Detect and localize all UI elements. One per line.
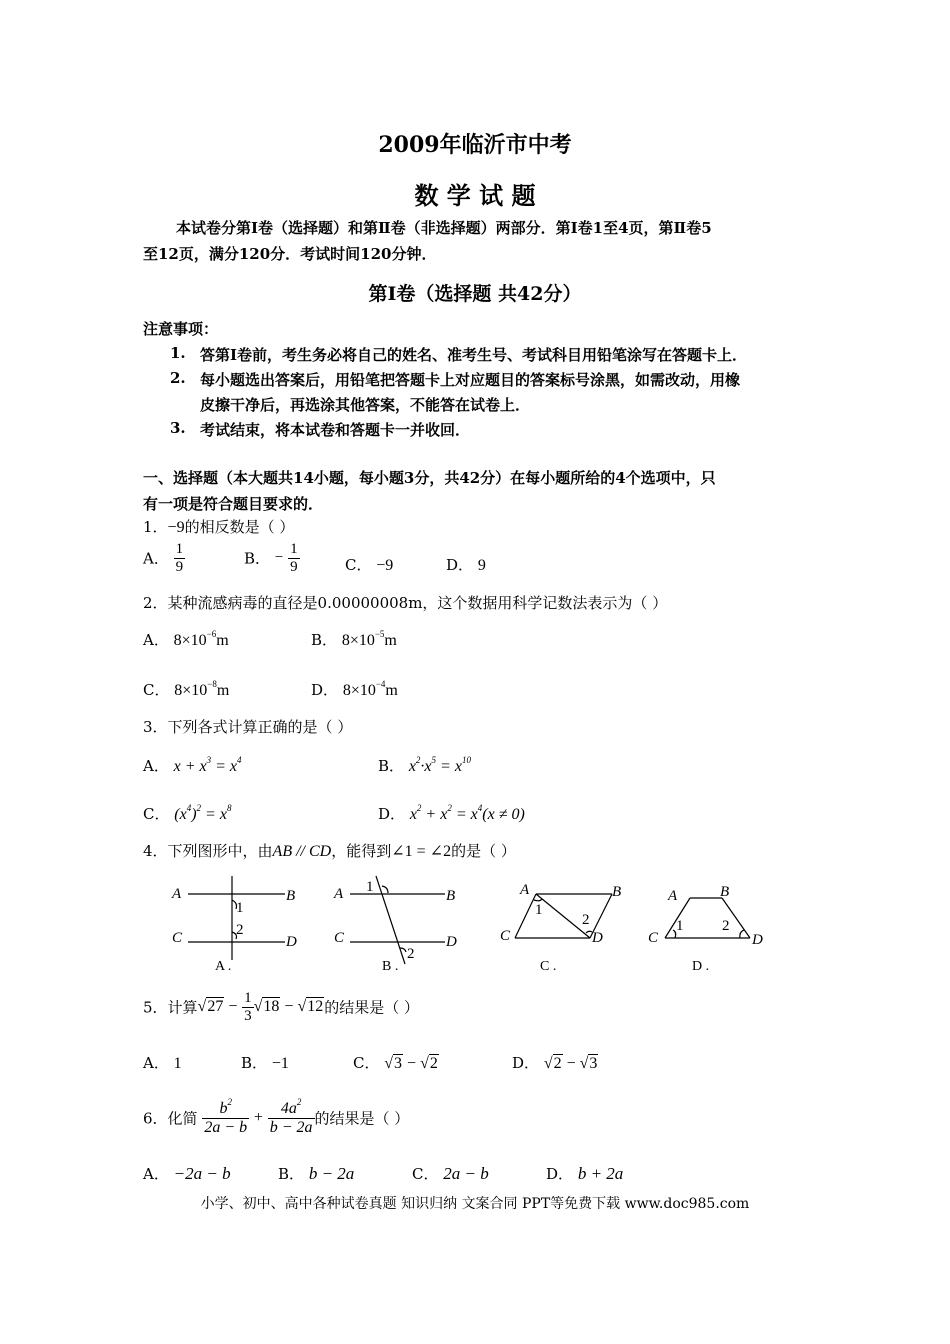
q1-option-a: A． $\frac{1}{9}$	[143, 541, 184, 575]
fig-c-angle-2: 2	[582, 912, 590, 928]
q5-option-b: B． −1	[241, 1054, 289, 1072]
q5-option-d: D． √2 − √3	[512, 1054, 598, 1072]
part1-heading-2: 有一项是符合题目要求的．	[143, 495, 324, 513]
intro-line-2: 至12页，满分120分．考试时间120分钟．	[143, 245, 437, 263]
q6-option-d: D． b + 2a	[546, 1164, 624, 1183]
q1-option-b: B． − $\frac{1}{9}$	[244, 541, 298, 575]
fig-c-caption: C .	[540, 959, 557, 974]
q6-stem: 6．化简 $\frac{b^2}{2a - b}$ + $\frac{4a^2}{b - 2a}$ 的结果是（ ）	[143, 1097, 410, 1136]
q2-stem: 2．某种流感病毒的直径是0.00000008m，这个数据用科学记数法表示为（ ）	[143, 594, 668, 612]
fig-d-caption: D .	[692, 959, 710, 974]
fig-c-label-a: A	[520, 882, 530, 898]
figure-a	[188, 876, 285, 960]
notes-heading: 注意事项：	[143, 320, 219, 338]
fig-d-angle-1: 1	[676, 918, 684, 934]
fig-b-label-d: D	[446, 934, 457, 950]
section-title: 第Ⅰ卷（选择题 共42分）	[368, 283, 582, 305]
note-2-text: 每小题选出答案后，用铅笔把答题卡上对应题目的答案标号涂黑，如需改动，用橡	[200, 371, 741, 389]
fig-a-angle-1: 1	[236, 900, 244, 916]
fig-a-label-a: A	[172, 886, 182, 902]
note-3-text: 考试结束，将本试卷和答题卡一并收回．	[200, 421, 471, 439]
exam-title: 2009年临沂市中考	[378, 132, 572, 158]
fig-c-angle-1: 1	[535, 902, 543, 918]
fig-c-label-d: D	[592, 930, 603, 946]
fig-a-label-c: C	[172, 930, 183, 946]
q2-option-a: A． $8\times 10^{-6}m$	[143, 629, 229, 649]
q2-option-d: D． $8\times 10^{-4}m$	[311, 679, 398, 699]
fig-b-label-c: C	[334, 930, 345, 946]
q2-option-c: C． $8\times 10^{-8}m$	[143, 679, 230, 699]
fig-b-caption: B .	[382, 959, 399, 974]
q5-stem: 5．计算√27 − $\frac{1}{3}$ √18 − √12的结果是（ ）	[143, 990, 420, 1024]
q1-option-c: C． −9	[345, 556, 394, 574]
fig-d-label-b: B	[720, 884, 730, 900]
q4-figures	[160, 872, 800, 982]
subject-title: 数 学 试 题	[414, 181, 536, 210]
q2-option-b: B． $8\times 10^{-5}m$	[311, 629, 397, 649]
fig-a-label-b: B	[286, 888, 296, 904]
note-1-text: 答第Ⅰ卷前，考生务必将自己的姓名、准考生号、考试科目用铅笔涂写在答题卡上．	[200, 346, 748, 364]
fig-b-label-a: A	[334, 886, 344, 902]
fig-d-label-d: D	[752, 932, 763, 948]
figure-a-labels	[171, 886, 297, 950]
fig-c-label-c: C	[500, 928, 511, 944]
note-1-num: 1.	[170, 344, 186, 362]
q6-option-b: B． b − 2a	[278, 1164, 355, 1183]
page-footer: 小学、初中、高中各种试卷真题 知识归纳 文案合同 PPT等免费下载 www.doc985.com	[200, 1196, 750, 1212]
note-2-num: 2.	[170, 369, 186, 387]
fig-a-caption: A .	[215, 959, 232, 974]
q3-option-a: A． $x + x^3 = x^4$	[143, 755, 242, 775]
q1-option-d: D． 9	[446, 556, 486, 574]
fig-d-label-c: C	[648, 930, 659, 946]
intro-line-1: 本试卷分第Ⅰ卷（选择题）和第Ⅱ卷（非选择题）两部分．第Ⅰ卷1至4页，第Ⅱ卷5	[176, 219, 712, 237]
figure-b	[350, 876, 445, 964]
q5-option-a: A． 1	[143, 1054, 182, 1072]
q6-option-a: A． −2a − b	[143, 1164, 231, 1183]
fig-b-angle-2: 2	[407, 946, 415, 962]
q3-stem: 3．下列各式计算正确的是（ ）	[143, 718, 353, 736]
note-2-text-cont: 皮擦干净后，再选涂其他答案，不能答在试卷上．	[200, 396, 531, 414]
q3-option-d: D． $x^2 + x^2 = x^4(x \ne 0)$	[378, 803, 525, 823]
fig-b-label-b: B	[446, 888, 456, 904]
q5-option-c: C． √3 − √2	[353, 1054, 438, 1072]
fig-a-angle-2: 2	[236, 922, 244, 938]
q3-option-c: C． $(x^4)^2 = x^8$	[143, 803, 232, 823]
note-3-num: 3.	[170, 419, 186, 437]
fig-c-label-b: B	[612, 884, 622, 900]
fig-d-angle-2: 2	[722, 918, 730, 934]
q3-option-b: B． $x^2\cdot x^5 = x^{10}$	[378, 755, 471, 775]
q6-option-c: C． 2a − b	[412, 1164, 489, 1183]
q1-stem: 1．−9的相反数是（ ）	[143, 518, 295, 536]
part1-heading-1: 一、选择题（本大题共14小题，每小题3分，共42分）在每小题所给的4个选项中，只	[143, 469, 716, 487]
fig-a-label-d: D	[286, 934, 297, 950]
fig-d-label-a: A	[668, 888, 678, 904]
q4-stem: 4．下列图形中，由AB // CD，能得到∠1 = ∠2的是（ ）	[143, 842, 516, 860]
fig-b-angle-1: 1	[366, 879, 374, 895]
